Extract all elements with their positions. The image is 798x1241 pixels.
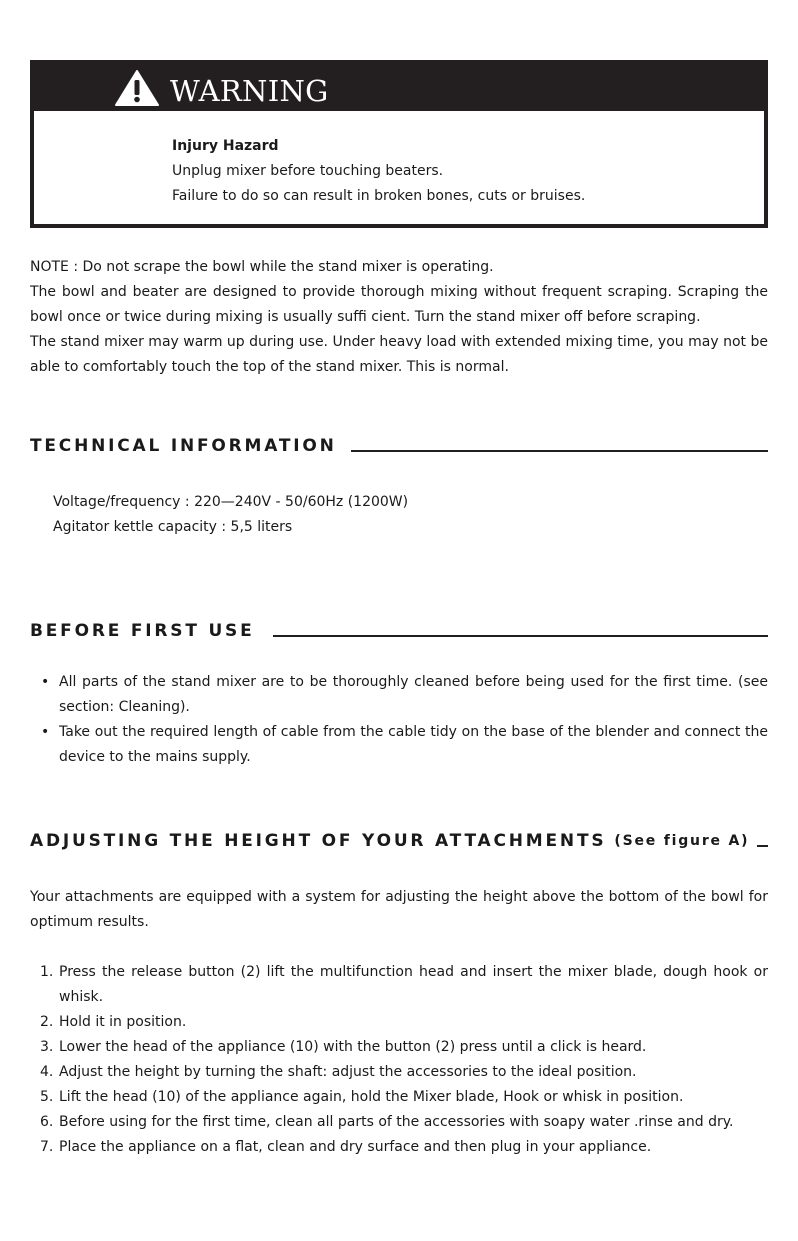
heading-rule (757, 845, 768, 847)
step-number: 4. (40, 1064, 54, 1080)
warning-line-1: Unplug mixer before touching beaters. (172, 163, 444, 179)
note-line-1: NOTE : Do not scrape the bowl while the stand mixer is operating. (30, 259, 494, 275)
before-first-use-list (30, 670, 768, 770)
spec-capacity: Agitator kettle capacity : 5,5 liters (53, 519, 293, 535)
step-text: Place the appliance on a flat, clean and dry surface and then plug in your appliance. (59, 1139, 652, 1155)
step-number: 7. (40, 1139, 54, 1155)
list-item-text: Take out the required length of cable from the cable tidy on the base of the blender and connect the device to the mains supply. (59, 724, 768, 765)
step-number: 3. (40, 1039, 54, 1055)
step-text: Adjust the height by turning the shaft: adjust the accessories to the ideal position. (59, 1064, 637, 1080)
warning-line-2: Failure to do so can result in broken bones, cuts or bruises. (172, 188, 586, 204)
bullet-icon: • (41, 724, 50, 740)
adjusting-heading (30, 828, 768, 854)
adjusting-subheading: (See figure A) (614, 833, 750, 849)
step-item (30, 960, 768, 1010)
warning-triangle-icon (114, 69, 160, 107)
step-item (30, 1110, 768, 1135)
step-text: Hold it in position. (59, 1014, 187, 1030)
step-text: Press the release button (2) lift the multifunction head and insert the mixer blade, dough hook or whisk. (59, 964, 768, 1005)
warning-hazard: Injury Hazard (172, 138, 279, 154)
step-number: 2. (40, 1014, 54, 1030)
warning-body (172, 134, 585, 209)
note-line-2: The bowl and beater are designed to provide thorough mixing without frequent scraping. Scraping the bowl once or twice during mixing is usually suffi cient. Turn the stand mixer off before scraping. (30, 284, 768, 325)
step-number: 6. (40, 1114, 54, 1130)
note-line-3: The stand mixer may warm up during use. Under heavy load with extended mixing time, you may not be able to comfortably touch the top of the stand mixer. This is normal. (30, 334, 768, 375)
step-item (30, 1135, 768, 1160)
step-item (30, 1085, 768, 1110)
before-first-use-heading (30, 618, 768, 644)
step-text: Lift the head (10) of the appliance again, hold the Mixer blade, Hook or whisk in position. (59, 1089, 684, 1105)
technical-specs (53, 490, 408, 540)
step-text: Lower the head of the appliance (10) with the button (2) press until a click is heard. (59, 1039, 647, 1055)
adjusting-steps (30, 960, 768, 1160)
step-item (30, 1010, 768, 1035)
list-item (30, 670, 768, 720)
before-first-use-heading-text: BEFORE FIRST USE (30, 621, 255, 641)
step-item (30, 1060, 768, 1085)
heading-rule (351, 450, 768, 452)
heading-rule (273, 635, 768, 637)
technical-heading (30, 433, 768, 459)
step-item (30, 1035, 768, 1060)
warning-box (30, 60, 768, 228)
warning-title: WARNING (170, 74, 329, 108)
step-number: 5. (40, 1089, 54, 1105)
bullet-icon: • (41, 674, 50, 690)
technical-heading-text: TECHNICAL INFORMATION (30, 436, 337, 456)
step-number: 1. (40, 964, 54, 980)
adjusting-heading-text: ADJUSTING THE HEIGHT OF YOUR ATTACHMENTS (30, 831, 607, 851)
note-paragraph (30, 255, 768, 380)
list-item (30, 720, 768, 770)
warning-header (34, 64, 764, 111)
list-item-text: All parts of the stand mixer are to be thoroughly cleaned before being used for the first time. (see section: Cleaning). (59, 674, 768, 715)
step-text: Before using for the first time, clean all parts of the accessories with soapy water .rinse and dry. (59, 1114, 734, 1130)
spec-voltage: Voltage/frequency : 220—240V - 50/60Hz (1200W) (53, 494, 409, 510)
adjusting-intro: Your attachments are equipped with a system for adjusting the height above the bottom of the bowl for optimum results. (30, 889, 768, 930)
